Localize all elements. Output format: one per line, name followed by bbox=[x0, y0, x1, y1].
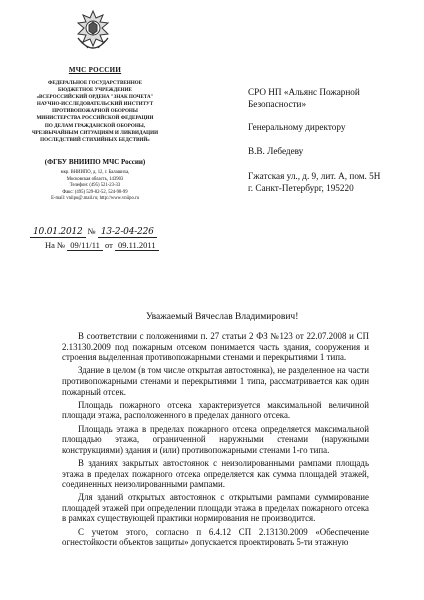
reference-from-label: от bbox=[105, 240, 113, 250]
body-paragraph: В соответствии с положениями п. 27 статьи 2 ФЗ №123 от 22.07.2008 и СП 2.13130.2009 под пожарным отсеком понимается часть здания, сооружения и строения выделенная противопожарными стенами и перекрытиями 1 типа. bbox=[62, 331, 369, 363]
letter-body bbox=[62, 331, 369, 550]
emchs-emblem-icon bbox=[72, 8, 114, 56]
org-line: ПРОТИВОПОЖАРНОЙ ОБОРОНЫ bbox=[52, 108, 138, 115]
reference-date: 09.11.2011 bbox=[115, 240, 159, 251]
reference-label: На № bbox=[45, 240, 66, 250]
outgoing-number: 13-2-04-226 bbox=[98, 227, 157, 238]
org-line: «ВСЕРОССИЙСКИЙ ОРДЕНА "ЗНАК ПОЧЕТА" bbox=[36, 94, 154, 101]
reference-number: 09/11/11 bbox=[67, 240, 103, 251]
body-paragraph: Площадь пожарного отсека характеризуется максимальной величиной площади этажа, расположенного в пределах данного отсека. bbox=[62, 399, 369, 421]
addressee-position: Генеральному директору bbox=[248, 122, 346, 132]
addressee-address-line: Гжатская ул., д. 9, лит. А, пом. 5Н bbox=[248, 171, 381, 181]
salutation: Уважаемый Вячеслав Владимирович! bbox=[146, 312, 299, 322]
ministry-name: МЧС РОССИИ bbox=[68, 66, 122, 74]
address-line: E-mail: vniipo@.mail.ru; http://www.vniipo.ru bbox=[51, 196, 139, 201]
address-line: мкр. ВНИИПО, д. 12, г. Балашиха, bbox=[60, 170, 130, 175]
address-line: Московская область, 143903 bbox=[66, 176, 124, 182]
addressee-org-line: СРО НП «Альянс Пожарной bbox=[248, 87, 360, 97]
outgoing-date: 10.01.2012 bbox=[30, 227, 86, 238]
org-line: МИНИСТЕРСТВА РОССИЙСКОЙ ФЕДЕРАЦИИ bbox=[36, 115, 154, 122]
number-label: № bbox=[87, 226, 96, 236]
addressee-address bbox=[248, 171, 380, 194]
body-paragraph: Площадь этажа в пределах пожарного отсека определяется максимальной площадью этажа, ограниченной наружными стенами (наружными конструкциями) здания и (или) противопожарными стенами 1-го типа. bbox=[62, 423, 369, 455]
addressee-org-line: Безопасности» bbox=[248, 98, 307, 109]
organization-full-name bbox=[18, 80, 172, 144]
addressee-name: В.В. Лебедеву bbox=[248, 146, 304, 156]
addressee-organization bbox=[248, 87, 360, 110]
body-paragraph: В зданиях закрытых автостоянок с неизолированными рампами площадь этажа в пределах пожарного отсека определяется как сумма площадей этажей, соединенных неизолированными рампами. bbox=[62, 457, 369, 490]
org-line: ЧРЕЗВЫЧАЙНЫМ СИТУАЦИЯМ И ЛИКВИДАЦИИ bbox=[31, 129, 159, 136]
body-paragraph: Здание в целом (в том числе открытая автостоянка), не разделенное на части противопожарными стенами и перекрытиями 1 типа, рассматривается как один пожарный отсек. bbox=[62, 365, 369, 397]
body-paragraph: Для зданий открытых автостоянок с открытыми рампами суммирование площадей этажей при определении площади этажа в пределах пожарного отсека в рамках существующей практики нормирования не производится. bbox=[62, 492, 369, 524]
organization-short-name: (ФГБУ ВНИИПО МЧС России) bbox=[44, 158, 146, 166]
org-line: ФЕДЕРАЛЬНОЕ ГОСУДАРСТВЕННОЕ bbox=[47, 80, 143, 86]
registration-line bbox=[30, 226, 157, 238]
addressee-address-line: г. Санкт-Петербург, 195220 bbox=[248, 182, 354, 193]
org-line: ПО ДЕЛАМ ГРАЖДАНСКОЙ ОБОРОНЫ, bbox=[44, 122, 146, 129]
address-line: Факс: (495) 529-82-52, 524-98-99 bbox=[62, 189, 128, 195]
org-line: БЮДЖЕТНОЕ УЧРЕЖДЕНИЕ bbox=[58, 87, 132, 94]
org-line: НАУЧНО-ИССЛЕДОВАТЕЛЬСКИЙ ИНСТИТУТ bbox=[36, 101, 154, 108]
body-paragraph: С учетом этого, согласно п 6.4.12 СП 2.13130.2009 «Обеспечение огнестойкости объектов защиты» допускается проектировать 5-ти этажную bbox=[62, 526, 369, 548]
organization-address bbox=[20, 170, 170, 203]
org-line: ПОСЛЕДСТВИЙ СТИХИЙНЫХ БЕДСТВИЙ» bbox=[40, 136, 150, 143]
reference-line bbox=[45, 240, 159, 251]
address-line: Телефон: (495) 521-23-33 bbox=[69, 183, 121, 188]
